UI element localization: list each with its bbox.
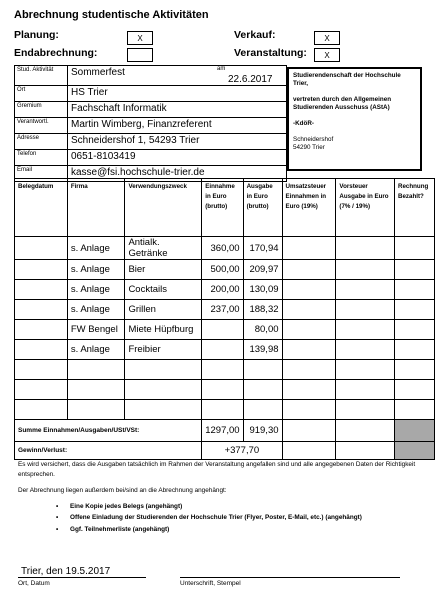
table-row bbox=[15, 300, 435, 320]
org-representation: vertreten durch den Allgemeinen Studierenden Ausschuss (AStA) bbox=[293, 96, 392, 111]
ust-cell[interactable] bbox=[282, 340, 336, 360]
table-row bbox=[15, 380, 435, 400]
vst-cell[interactable] bbox=[336, 237, 395, 260]
belegdatum-cell[interactable] bbox=[15, 300, 68, 320]
vst-cell[interactable] bbox=[336, 400, 395, 420]
bezahlt-cell[interactable] bbox=[395, 380, 435, 400]
list-item: • Offene Einladung der Studierenden der Hochschule Trier (Flyer, Poster, E-Mail, etc.) (angehängt) bbox=[70, 513, 428, 523]
profit-bezahlt-greyed bbox=[395, 442, 435, 460]
header-einnahme: Einnahme in Euro (brutto) bbox=[202, 179, 243, 237]
zweck-cell[interactable]: Grillen bbox=[125, 300, 202, 320]
firma-cell[interactable]: s. Anlage bbox=[67, 237, 125, 260]
belegdatum-cell[interactable] bbox=[15, 320, 68, 340]
header-bezahlt: Rechnung Bezahlt? bbox=[395, 179, 435, 237]
firma-cell[interactable]: FW Bengel bbox=[67, 320, 125, 340]
date-label: am bbox=[217, 66, 226, 72]
einnahme-cell[interactable] bbox=[202, 360, 243, 380]
ausgabe-cell[interactable]: 209,97 bbox=[243, 260, 282, 280]
table-row bbox=[15, 400, 435, 420]
table-row bbox=[15, 260, 435, 280]
bezahlt-cell[interactable] bbox=[395, 320, 435, 340]
ust-cell[interactable] bbox=[282, 320, 336, 340]
firma-cell[interactable]: s. Anlage bbox=[67, 340, 125, 360]
veranstaltung-checkbox[interactable]: X bbox=[314, 48, 340, 62]
ausgabe-cell[interactable] bbox=[243, 380, 282, 400]
einnahme-cell[interactable] bbox=[202, 400, 243, 420]
bezahlt-cell[interactable] bbox=[395, 237, 435, 260]
header-vorsteuer: Vorsteuer Ausgabe in Euro (7% / 19%) bbox=[336, 179, 395, 237]
adresse-label: Adresse bbox=[15, 134, 68, 150]
belegdatum-cell[interactable] bbox=[15, 380, 68, 400]
zweck-cell[interactable]: Cocktails bbox=[125, 280, 202, 300]
zweck-cell[interactable] bbox=[125, 400, 202, 420]
ust-cell[interactable] bbox=[282, 237, 336, 260]
gremium-label: Gremium bbox=[15, 102, 68, 118]
ausgabe-cell[interactable]: 80,00 bbox=[243, 320, 282, 340]
zweck-cell[interactable] bbox=[125, 360, 202, 380]
zweck-cell[interactable]: Antialk. Getränke bbox=[125, 237, 202, 260]
telefon-value[interactable]: 0651-8103419 bbox=[68, 150, 287, 166]
profit-ust[interactable] bbox=[282, 442, 336, 460]
verkauf-label: Verkauf: bbox=[234, 29, 276, 41]
table-row bbox=[15, 280, 435, 300]
veranstaltung-label: Veranstaltung: bbox=[234, 47, 307, 59]
sum-ausgabe[interactable]: 919,30 bbox=[243, 420, 282, 442]
vst-cell[interactable] bbox=[336, 320, 395, 340]
belegdatum-cell[interactable] bbox=[15, 280, 68, 300]
belegdatum-cell[interactable] bbox=[15, 400, 68, 420]
belegdatum-cell[interactable] bbox=[15, 360, 68, 380]
belegdatum-cell[interactable] bbox=[15, 340, 68, 360]
sum-bezahlt-greyed bbox=[395, 420, 435, 442]
ausgabe-cell[interactable]: 139,98 bbox=[243, 340, 282, 360]
ausgabe-cell[interactable]: 188,32 bbox=[243, 300, 282, 320]
bezahlt-cell[interactable] bbox=[395, 360, 435, 380]
firma-cell[interactable]: s. Anlage bbox=[67, 300, 125, 320]
zweck-cell[interactable]: Freibier bbox=[125, 340, 202, 360]
ust-cell[interactable] bbox=[282, 400, 336, 420]
zweck-cell[interactable] bbox=[125, 380, 202, 400]
zweck-cell[interactable]: Miete Hüpfburg bbox=[125, 320, 202, 340]
ust-cell[interactable] bbox=[282, 360, 336, 380]
place-date-field[interactable]: Trier, den 19.5.2017 bbox=[21, 566, 111, 577]
vst-cell[interactable] bbox=[336, 300, 395, 320]
table-row bbox=[15, 340, 435, 360]
ort-label: Ort bbox=[15, 86, 68, 102]
aktivitaet-label: Stud. Aktivität bbox=[15, 66, 68, 86]
organization-box bbox=[287, 67, 422, 171]
firma-cell[interactable] bbox=[67, 380, 125, 400]
gremium-value[interactable]: Fachschaft Informatik bbox=[68, 102, 287, 118]
vst-cell[interactable] bbox=[336, 340, 395, 360]
bezahlt-cell[interactable] bbox=[395, 400, 435, 420]
bezahlt-cell[interactable] bbox=[395, 300, 435, 320]
sum-row bbox=[15, 420, 435, 442]
header-ausgabe: Ausgabe in Euro (brutto) bbox=[243, 179, 282, 237]
vst-cell[interactable] bbox=[336, 380, 395, 400]
signature-label: Unterschrift, Stempel bbox=[180, 580, 241, 587]
planung-checkbox[interactable]: X bbox=[127, 31, 153, 45]
list-item: • Ggf. Teilnehmerliste (angehängt) bbox=[70, 525, 428, 535]
accounting-table bbox=[14, 178, 435, 460]
verkauf-checkbox[interactable]: X bbox=[314, 31, 340, 45]
belegdatum-cell[interactable] bbox=[15, 260, 68, 280]
org-street: Schneidershof bbox=[293, 136, 334, 143]
belegdatum-cell[interactable] bbox=[15, 237, 68, 260]
ort-value[interactable]: HS Trier bbox=[68, 86, 287, 102]
header-firma: Firma bbox=[67, 179, 125, 237]
sum-einnahme[interactable]: 1297,00 bbox=[202, 420, 243, 442]
endabrechnung-label: Endabrechnung: bbox=[14, 47, 98, 59]
ausgabe-cell[interactable] bbox=[243, 400, 282, 420]
email-value[interactable]: kasse@fsi.hochschule-trier.de bbox=[68, 166, 287, 182]
date-value[interactable]: 22.6.2017 bbox=[228, 74, 273, 85]
email-label: Email bbox=[15, 166, 68, 182]
org-name: Studierendenschaft der Hochschule Trier, bbox=[293, 72, 401, 87]
einnahme-cell[interactable] bbox=[202, 380, 243, 400]
firma-cell[interactable]: s. Anlage bbox=[67, 280, 125, 300]
place-date-line bbox=[18, 577, 146, 578]
ausgabe-cell[interactable]: 170,94 bbox=[243, 237, 282, 260]
zweck-cell[interactable]: Bier bbox=[125, 260, 202, 280]
endabrechnung-checkbox[interactable] bbox=[127, 48, 153, 62]
ust-cell[interactable] bbox=[282, 380, 336, 400]
einnahme-cell[interactable]: 500,00 bbox=[202, 260, 243, 280]
vst-cell[interactable] bbox=[336, 260, 395, 280]
firma-cell[interactable]: s. Anlage bbox=[67, 260, 125, 280]
document-title: Abrechnung studentische Aktivitäten bbox=[14, 9, 209, 21]
bezahlt-cell[interactable] bbox=[395, 280, 435, 300]
ust-cell[interactable] bbox=[282, 260, 336, 280]
verantwortlich-label: Verantwortl. bbox=[15, 118, 68, 134]
table-row bbox=[15, 320, 435, 340]
table-row bbox=[15, 360, 435, 380]
vst-cell[interactable] bbox=[336, 280, 395, 300]
einnahme-cell[interactable]: 237,00 bbox=[202, 300, 243, 320]
telefon-label: Telefon bbox=[15, 150, 68, 166]
firma-cell[interactable] bbox=[67, 360, 125, 380]
ausgabe-cell[interactable] bbox=[243, 360, 282, 380]
place-date-label: Ort, Datum bbox=[18, 580, 50, 587]
signature-line[interactable] bbox=[180, 577, 400, 578]
einnahme-cell[interactable] bbox=[202, 320, 243, 340]
header-verwendungszweck: Verwendungszweck bbox=[125, 179, 202, 237]
profit-row bbox=[15, 442, 435, 460]
firma-cell[interactable] bbox=[67, 400, 125, 420]
ust-cell[interactable] bbox=[282, 300, 336, 320]
org-legal-form: -KdöR- bbox=[293, 120, 314, 127]
ust-cell[interactable] bbox=[282, 280, 336, 300]
profit-value[interactable]: +377,70 bbox=[202, 442, 282, 460]
sum-vst[interactable] bbox=[336, 420, 395, 442]
einnahme-cell[interactable]: 360,00 bbox=[202, 237, 243, 260]
adresse-value[interactable]: Schneidershof 1, 54293 Trier bbox=[68, 134, 287, 150]
aktivitaet-value[interactable]: Sommerfest bbox=[68, 66, 287, 86]
einnahme-cell[interactable]: 200,00 bbox=[202, 280, 243, 300]
sum-label: Summe Einnahmen/Ausgaben/USt/VSt: bbox=[15, 420, 202, 442]
profit-vst[interactable] bbox=[336, 442, 395, 460]
planung-label: Planung: bbox=[14, 29, 59, 41]
attachments-intro: Der Abrechnung liegen außerdem bei/sind an die Abrechnung angehängt: bbox=[18, 487, 227, 494]
einnahme-cell[interactable] bbox=[202, 340, 243, 360]
header-umsatzsteuer: Umsatzsteuer Einnahmen in Euro (19%) bbox=[282, 179, 336, 237]
list-item: • Eine Kopie jedes Belegs (angehängt) bbox=[70, 502, 428, 512]
assurance-text: Es wird versichert, dass die Ausgaben tatsächlich im Rahmen der Veranstaltung angefallen sind und alle angegebenen Daten der Richtigkeit entsprechen. bbox=[18, 461, 416, 478]
header-belegdatum: Belegdatum bbox=[15, 179, 68, 237]
attachments-list bbox=[18, 502, 428, 535]
org-city: 54290 Trier bbox=[293, 144, 325, 151]
bezahlt-cell[interactable] bbox=[395, 340, 435, 360]
sum-ust[interactable] bbox=[282, 420, 336, 442]
table-row bbox=[15, 237, 435, 260]
bezahlt-cell[interactable] bbox=[395, 260, 435, 280]
ausgabe-cell[interactable]: 130,09 bbox=[243, 280, 282, 300]
profit-label: Gewinn/Verlust: bbox=[15, 442, 202, 460]
notes-section bbox=[18, 460, 428, 536]
verantwortlich-value[interactable]: Martin Wimberg, Finanzreferent bbox=[68, 118, 287, 134]
vst-cell[interactable] bbox=[336, 360, 395, 380]
